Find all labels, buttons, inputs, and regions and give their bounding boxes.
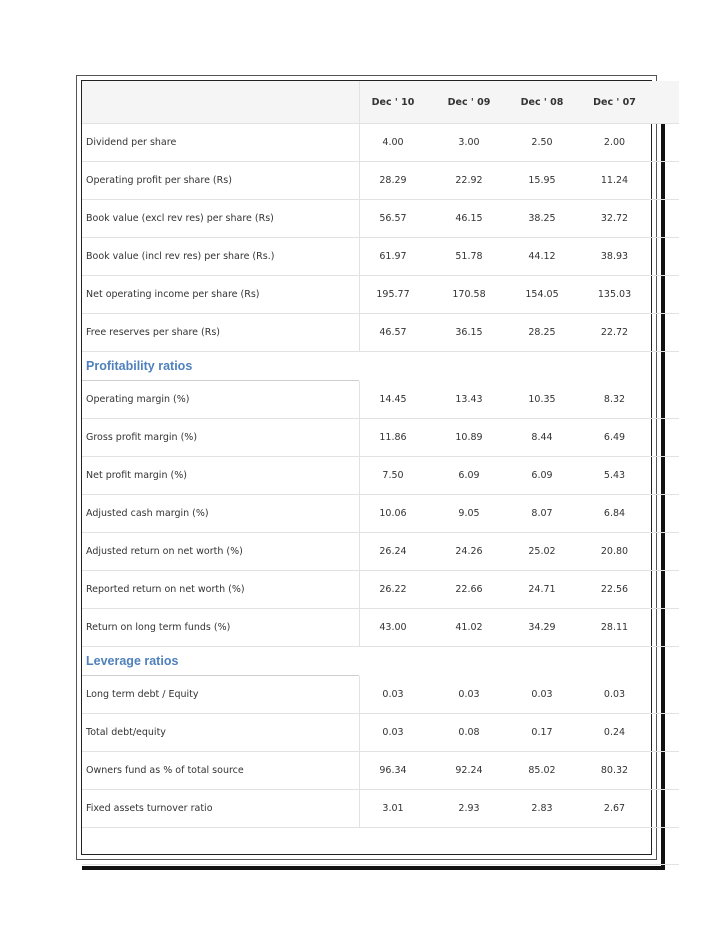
table-row: [82, 714, 679, 752]
row-value: 0.03: [458, 689, 480, 700]
row-value: 8.44: [531, 432, 553, 443]
column-divider: [359, 571, 360, 608]
row-label: Adjusted cash margin (%): [86, 508, 209, 519]
row-value: 0.03: [603, 689, 626, 700]
row-value: 8.07: [531, 508, 553, 519]
ratios-table: [82, 81, 679, 865]
row-value: 3.00: [458, 137, 480, 148]
column-divider: [359, 752, 360, 789]
row-label: Gross profit margin (%): [86, 432, 198, 443]
column-divider: [359, 124, 360, 161]
row-label: Operating profit per share (Rs): [86, 175, 232, 186]
column-divider: [359, 495, 360, 532]
table-header-row: [82, 81, 679, 124]
column-header: Dec ' 07: [593, 96, 636, 108]
row-value: 26.22: [379, 584, 407, 595]
row-value: 170.58: [452, 289, 486, 300]
row-value: 22.72: [600, 327, 629, 338]
row-value: 11.86: [379, 432, 407, 443]
row-value: 56.57: [379, 213, 407, 224]
column-header: Dec ' 09: [447, 96, 491, 108]
row-label: Dividend per share: [86, 137, 177, 148]
section-header-leverage: [82, 647, 679, 676]
column-divider: [359, 533, 360, 570]
table-row: [82, 419, 679, 457]
row-value: 2.83: [531, 803, 553, 814]
row-label: Net profit margin (%): [86, 470, 187, 481]
row-value: 28.11: [600, 622, 629, 633]
row-value: 6.09: [531, 470, 553, 481]
row-value: 195.77: [376, 289, 410, 300]
row-value: 26.24: [379, 546, 407, 557]
row-value: 38.93: [600, 251, 629, 262]
row-label: Total debt/equity: [86, 727, 166, 738]
table-bottom-padding: [82, 828, 679, 865]
row-value: 4.00: [382, 137, 404, 148]
row-value: 13.43: [455, 394, 483, 405]
column-divider: [359, 790, 360, 827]
column-divider: [359, 314, 360, 351]
row-value: 2.67: [603, 803, 626, 814]
row-value: 32.72: [600, 213, 629, 224]
row-value: 9.05: [458, 508, 480, 519]
row-value: 3.01: [382, 803, 404, 814]
row-value: 25.02: [528, 546, 556, 557]
row-value: 8.32: [603, 394, 626, 405]
row-value: 20.80: [600, 546, 629, 557]
row-value: 14.45: [379, 394, 407, 405]
row-label: Operating margin (%): [86, 394, 190, 405]
row-label: Owners fund as % of total source: [86, 765, 244, 776]
row-value: 61.97: [379, 251, 407, 262]
column-divider: [359, 200, 360, 237]
row-value: 28.25: [528, 327, 556, 338]
column-header: Dec ' 08: [520, 96, 564, 108]
row-label: Return on long term funds (%): [86, 622, 231, 633]
section-header-profitability: [82, 352, 679, 381]
column-divider: [359, 162, 360, 199]
row-value: 5.43: [603, 470, 626, 481]
row-value: 46.57: [379, 327, 407, 338]
table-row: [82, 200, 679, 238]
row-value: 44.12: [528, 251, 556, 262]
row-value: 41.02: [455, 622, 483, 633]
row-value: 0.03: [531, 689, 553, 700]
row-value: 10.89: [455, 432, 483, 443]
row-value: 6.49: [603, 432, 626, 443]
row-label: Net operating income per share (Rs): [86, 289, 260, 300]
row-value: 11.24: [600, 175, 629, 186]
row-value: 80.32: [600, 765, 629, 776]
table-row: [82, 533, 679, 571]
section-title: Profitability ratios: [86, 359, 193, 373]
row-value: 10.35: [528, 394, 556, 405]
column-divider: [359, 676, 360, 713]
row-value: 135.03: [597, 289, 632, 300]
row-label: Reported return on net worth (%): [86, 584, 245, 595]
column-divider: [359, 81, 360, 123]
row-label: Book value (excl rev res) per share (Rs): [86, 213, 274, 224]
row-value: 43.00: [379, 622, 407, 633]
row-value: 38.25: [528, 213, 556, 224]
row-value: 2.00: [603, 137, 626, 148]
row-value: 22.92: [455, 175, 483, 186]
row-label: Adjusted return on net worth (%): [86, 546, 243, 557]
row-value: 24.71: [528, 584, 556, 595]
row-value: 92.24: [455, 765, 483, 776]
table-row: [82, 609, 679, 647]
table-row: [82, 457, 679, 495]
table-row: [82, 162, 679, 200]
row-value: 0.17: [531, 727, 553, 738]
row-value: 0.03: [382, 727, 404, 738]
column-divider: [359, 238, 360, 275]
row-value: 22.56: [600, 584, 629, 595]
row-value: 46.15: [455, 213, 483, 224]
table-row: [82, 238, 679, 276]
row-value: 10.06: [379, 508, 407, 519]
row-label: Long term debt / Equity: [86, 689, 199, 700]
row-value: 51.78: [455, 251, 483, 262]
row-value: 154.05: [525, 289, 559, 300]
column-divider: [359, 609, 360, 646]
row-value: 2.50: [531, 137, 553, 148]
table-row: [82, 790, 679, 828]
table-row: [82, 314, 679, 352]
section-title: Leverage ratios: [86, 654, 179, 668]
row-value: 0.03: [382, 689, 404, 700]
table-row: [82, 381, 679, 419]
column-divider: [359, 457, 360, 494]
row-value: 7.50: [382, 470, 404, 481]
row-value: 85.02: [528, 765, 556, 776]
row-label: Book value (incl rev res) per share (Rs.): [86, 251, 275, 262]
row-label: Free reserves per share (Rs): [86, 327, 220, 338]
row-value: 6.09: [458, 470, 480, 481]
column-divider: [359, 381, 360, 418]
table-row: [82, 571, 679, 609]
row-value: 6.84: [603, 508, 626, 519]
row-value: 0.24: [603, 727, 626, 738]
column-divider: [359, 276, 360, 313]
row-value: 0.08: [458, 727, 480, 738]
row-value: 28.29: [379, 175, 407, 186]
column-header: Dec ' 10: [371, 96, 415, 108]
row-value: 15.95: [528, 175, 556, 186]
row-value: 36.15: [455, 327, 483, 338]
row-value: 2.93: [458, 803, 480, 814]
row-value: 34.29: [528, 622, 556, 633]
table-row: [82, 752, 679, 790]
column-divider: [359, 714, 360, 751]
column-divider: [359, 419, 360, 456]
row-label: Fixed assets turnover ratio: [86, 803, 213, 814]
row-value: 22.66: [455, 584, 483, 595]
row-value: 96.34: [379, 765, 407, 776]
table-row: [82, 495, 679, 533]
row-value: 24.26: [455, 546, 483, 557]
table-row: [82, 124, 679, 162]
table-row: [82, 276, 679, 314]
table-row: [82, 676, 679, 714]
page-frame: [81, 80, 652, 855]
